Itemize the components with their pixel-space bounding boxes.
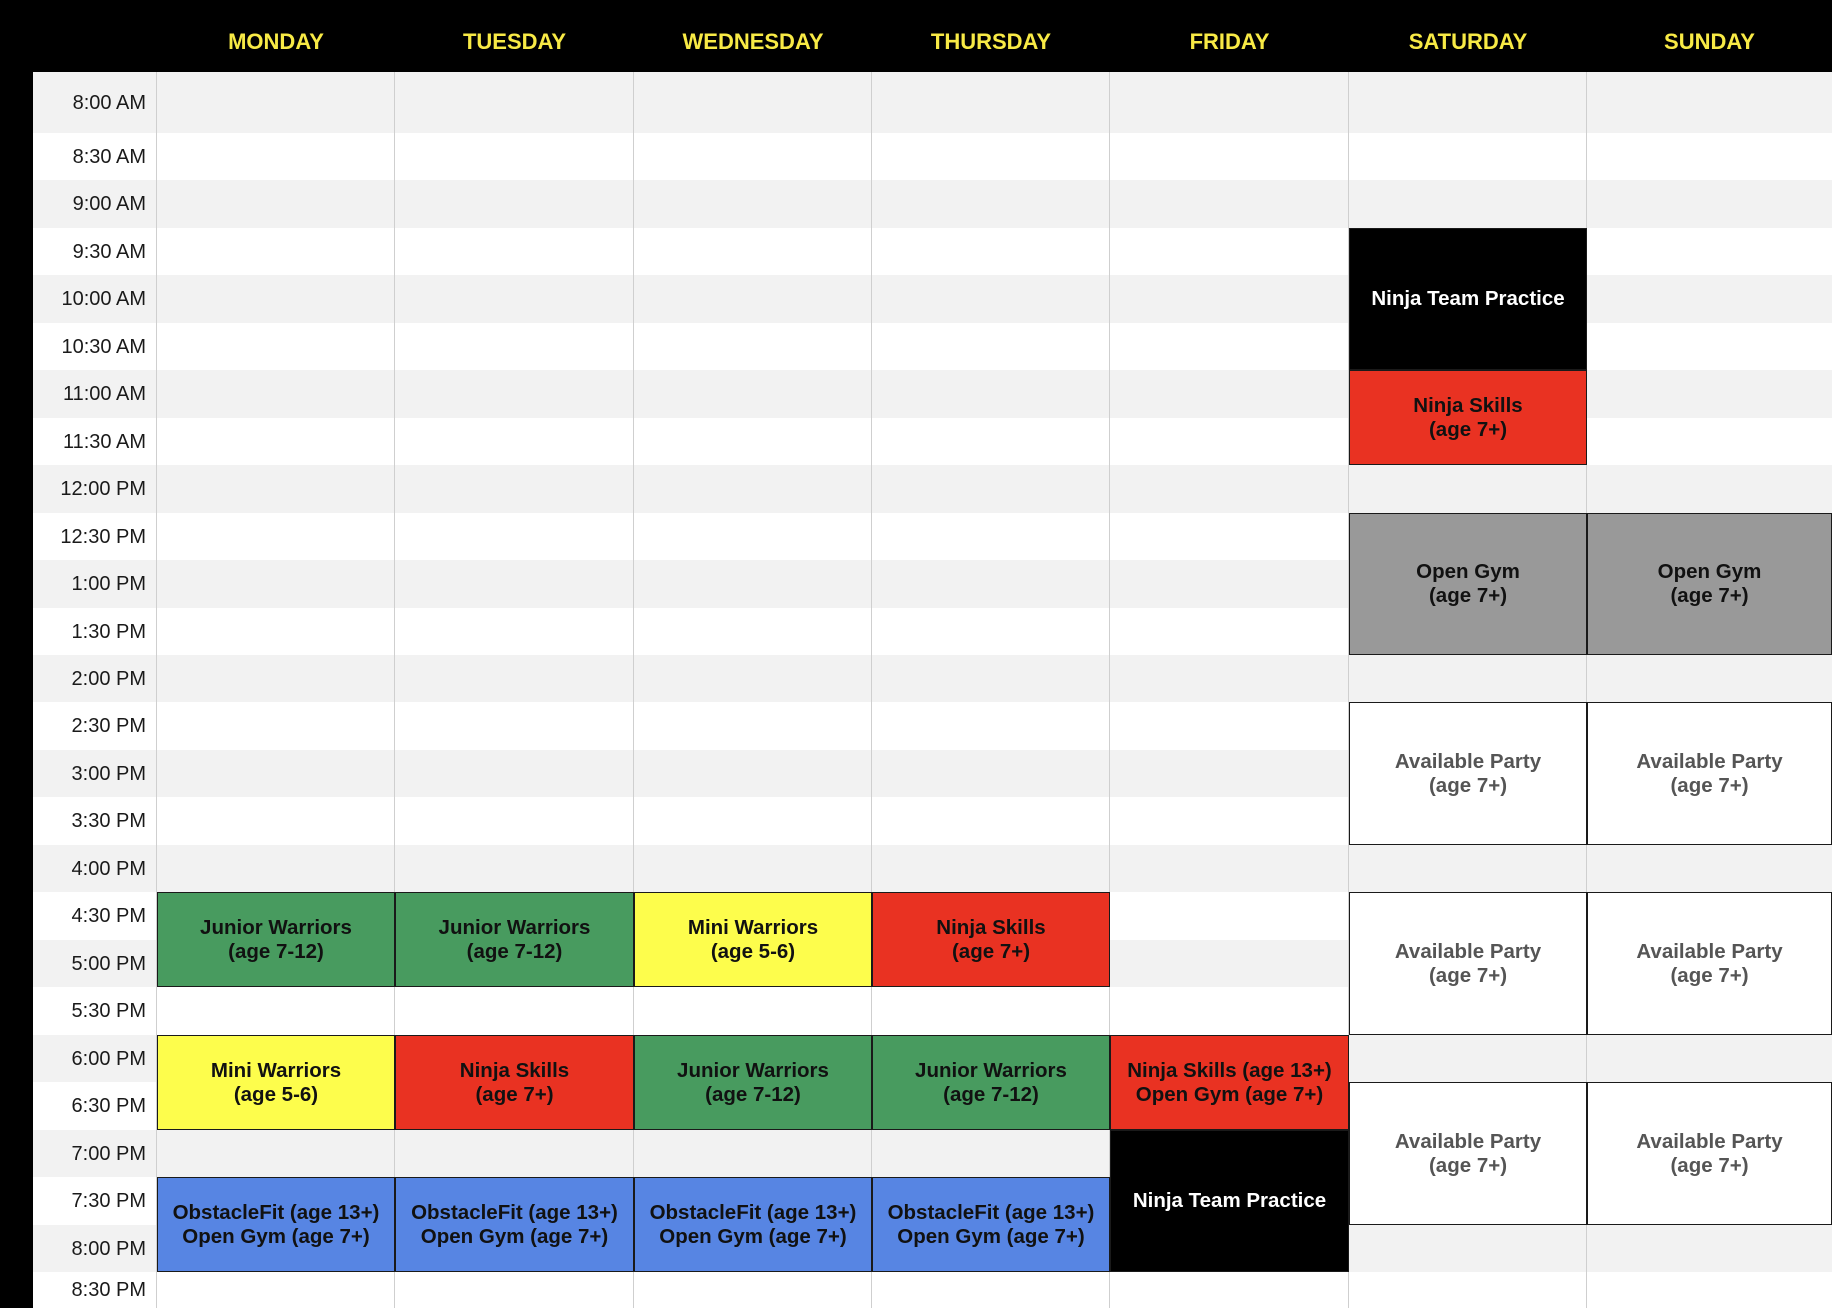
event-mon-junior-warriors[interactable] xyxy=(157,892,395,987)
event-sun-available-party-3[interactable] xyxy=(1587,1082,1832,1225)
event-mon-obstaclefit-open-gym[interactable] xyxy=(157,1177,395,1272)
time-row xyxy=(33,1272,1832,1308)
event-sat-ninja-skills[interactable] xyxy=(1349,370,1587,465)
event-tue-obstaclefit-open-gym[interactable] xyxy=(395,1177,634,1272)
event-wed-obstaclefit-open-gym[interactable] xyxy=(634,1177,872,1272)
day-header-tuesday: TUESDAY xyxy=(462,29,567,54)
event-label: Junior Warriors (age 7-12) xyxy=(915,1058,1067,1106)
event-tue-ninja-skills[interactable] xyxy=(395,1035,634,1130)
event-label: Available Party (age 7+) xyxy=(1636,939,1783,987)
event-mon-mini-warriors[interactable] xyxy=(157,1035,395,1130)
time-label: 11:00 AM xyxy=(62,383,146,405)
time-label: 8:30 AM xyxy=(72,145,146,168)
event-thu-junior-warriors[interactable] xyxy=(872,1035,1110,1130)
event-sat-ninja-team-practice[interactable] xyxy=(1349,228,1587,370)
event-label: ObstacleFit (age 13+) Open Gym (age 7+) xyxy=(172,1200,380,1248)
time-label: 9:00 AM xyxy=(72,193,146,215)
time-label: 11:30 AM xyxy=(62,430,146,453)
event-fri-ninja-team-practice[interactable] xyxy=(1110,1130,1349,1272)
time-label: 10:00 AM xyxy=(61,288,146,310)
event-label: ObstacleFit (age 13+) Open Gym (age 7+) xyxy=(887,1200,1095,1248)
event-label: Mini Warriors (age 5-6) xyxy=(210,1058,342,1106)
day-header-saturday: SATURDAY xyxy=(1408,29,1528,54)
event-thu-ninja-skills[interactable] xyxy=(872,892,1110,987)
event-sat-available-party-3[interactable] xyxy=(1349,1082,1587,1225)
event-label: Ninja Team Practice xyxy=(1371,287,1565,310)
event-label: Ninja Skills (age 7+) xyxy=(1413,393,1523,441)
time-label: 10:30 AM xyxy=(61,335,146,358)
event-label: Open Gym (age 7+) xyxy=(1416,560,1520,607)
event-fri-ninja-skills-open-gym[interactable] xyxy=(1110,1035,1349,1130)
event-label: Available Party (age 7+) xyxy=(1394,1129,1542,1177)
time-row xyxy=(33,845,1832,892)
event-label: Available Party (age 7+) xyxy=(1636,1129,1783,1177)
time-row xyxy=(33,655,1832,702)
event-label: Junior Warriors (age 7-12) xyxy=(200,915,352,963)
time-label: 12:00 PM xyxy=(60,478,146,500)
event-label: Available Party (age 7+) xyxy=(1636,749,1783,797)
event-sat-open-gym[interactable] xyxy=(1349,513,1587,655)
time-label: 7:00 PM xyxy=(71,1142,146,1165)
event-label: ObstacleFit (age 13+) Open Gym (age 7+) xyxy=(649,1200,857,1248)
event-wed-junior-warriors[interactable] xyxy=(634,1035,872,1130)
time-label: 4:30 PM xyxy=(71,905,146,927)
event-label: Available Party (age 7+) xyxy=(1394,749,1542,797)
event-label: Junior Warriors (age 7-12) xyxy=(677,1058,829,1106)
event-wed-mini-warriors[interactable] xyxy=(634,892,872,987)
event-label: Junior Warriors (age 7-12) xyxy=(438,915,591,963)
event-sat-available-party-1[interactable] xyxy=(1349,702,1587,845)
time-row xyxy=(33,133,1832,180)
time-label: 2:30 PM xyxy=(71,715,146,737)
event-label: Open Gym (age 7+) xyxy=(1657,560,1762,607)
day-header-sunday: SUNDAY xyxy=(1664,29,1755,54)
time-label: 7:30 PM xyxy=(71,1190,146,1212)
time-label: 6:00 PM xyxy=(71,1047,146,1070)
event-label: Ninja Skills (age 13+) Open Gym (age 7+) xyxy=(1127,1058,1332,1106)
event-sun-open-gym[interactable] xyxy=(1587,513,1832,655)
left-edge-bar xyxy=(0,0,33,1308)
time-label: 9:30 AM xyxy=(72,240,146,263)
time-label: 5:30 PM xyxy=(71,1000,146,1022)
time-row xyxy=(33,180,1832,228)
time-label: 1:30 PM xyxy=(71,620,146,643)
event-sat-available-party-2[interactable] xyxy=(1349,892,1587,1035)
event-label: Mini Warriors (age 5-6) xyxy=(687,915,819,963)
event-label: Ninja Skills (age 7+) xyxy=(459,1058,570,1106)
event-label: Ninja Skills (age 7+) xyxy=(936,915,1046,963)
time-label: 6:30 PM xyxy=(71,1095,146,1117)
time-label: 8:30 PM xyxy=(71,1279,146,1301)
time-label: 8:00 AM xyxy=(72,91,146,114)
time-label: 8:00 PM xyxy=(71,1237,146,1260)
event-label: Ninja Team Practice xyxy=(1132,1189,1327,1212)
event-sun-available-party-1[interactable] xyxy=(1587,702,1832,845)
event-sun-available-party-2[interactable] xyxy=(1587,892,1832,1035)
day-header-friday: FRIDAY xyxy=(1189,29,1270,54)
time-row xyxy=(33,72,1832,133)
time-label: 3:30 PM xyxy=(71,810,146,832)
day-header-monday: MONDAY xyxy=(228,29,324,54)
time-row xyxy=(33,465,1832,513)
day-header-thursday: THURSDAY xyxy=(930,29,1052,54)
time-label: 5:00 PM xyxy=(71,952,146,975)
day-header-wednesday: WEDNESDAY xyxy=(682,29,824,54)
time-label: 2:00 PM xyxy=(71,667,146,690)
time-label: 3:00 PM xyxy=(71,762,146,785)
time-label: 4:00 PM xyxy=(71,857,146,880)
event-label: ObstacleFit (age 13+) Open Gym (age 7+) xyxy=(411,1200,618,1248)
time-label: 1:00 PM xyxy=(71,573,146,595)
time-label: 12:30 PM xyxy=(60,525,146,548)
event-thu-obstaclefit-open-gym[interactable] xyxy=(872,1177,1110,1272)
event-label: Available Party (age 7+) xyxy=(1394,939,1542,987)
event-tue-junior-warriors[interactable] xyxy=(395,892,634,987)
